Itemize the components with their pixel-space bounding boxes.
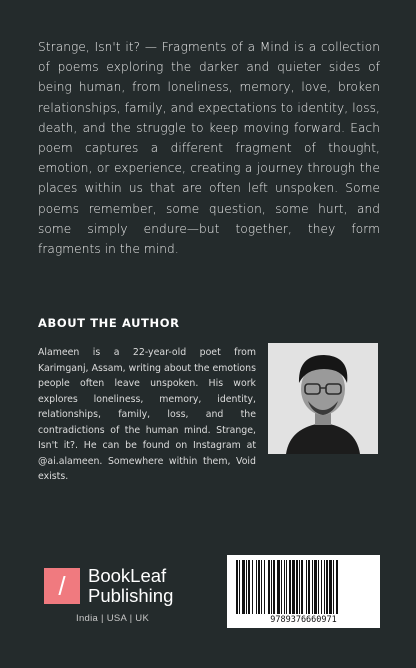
publisher-regions: India | USA | UK (76, 613, 150, 624)
publisher-name (88, 566, 173, 606)
barcode-bar (312, 560, 313, 614)
barcode-bar (239, 560, 240, 614)
author-portrait-icon (268, 343, 378, 454)
barcode-bar (242, 560, 245, 614)
barcode-bar (289, 560, 291, 614)
barcode-bar (329, 560, 332, 614)
barcode-bar (236, 560, 238, 614)
bookleaf-slash-icon: / (44, 568, 80, 604)
barcode-bar (252, 560, 253, 614)
barcode-bar (248, 560, 250, 614)
author-photo (268, 343, 378, 454)
barcode-bar (268, 560, 270, 614)
barcode-bar (273, 560, 275, 614)
barcode-bar (284, 560, 285, 614)
publisher-name-line1: BookLeaf (88, 565, 167, 586)
barcode-bar (301, 560, 303, 614)
isbn-number: 9789376660971 (270, 615, 337, 625)
barcode-bar (321, 560, 322, 614)
author-bio: Alameen is a 22-year-old poet from Karimganj, Assam, writing about the emotions people often leave unspoken. His work explores loneliness, memory, identity, relationships, family, loss, and the contradictions of the human mind. Strange, Isn't it?. He can be found on Instagram at @ai.alameen. Somewhere within them, Void exists. (38, 347, 256, 482)
barcode-bar (246, 560, 247, 614)
barcode-bar (296, 560, 298, 614)
barcode-bar (292, 560, 295, 614)
isbn-barcode (227, 555, 380, 628)
about-author-heading: ABOUT THE AUTHOR (38, 316, 180, 330)
barcode-bar (333, 560, 334, 614)
barcode-bar (306, 560, 307, 614)
barcode-bars-icon (236, 560, 371, 614)
barcode-bar (281, 560, 282, 614)
barcode-bar (271, 560, 272, 614)
barcode-bar (326, 560, 328, 614)
barcode-bar (324, 560, 325, 614)
barcode-bar (261, 560, 262, 614)
barcode-bar (336, 560, 338, 614)
barcode-bar (308, 560, 310, 614)
publisher-logo (44, 566, 179, 626)
book-blurb: Strange, Isn't it? — Fragments of a Mind is a collection of poems exploring the darker and quieter sides of being human, from loneliness, memory, love, broken relationships, family, and expectations to identity, loss, death, and the struggle to keep moving forward. Each poem captures a different fragment of thought, emotion, or experience, creating a journey through the places within us that are often left unspoken. Some poems remember, some question, some hurt, and some simply endure—but together, they form fragments in the mind. (38, 40, 380, 257)
barcode-bar (299, 560, 300, 614)
barcode-bar (314, 560, 317, 614)
barcode-bar (286, 560, 287, 614)
barcode-bar (256, 560, 257, 614)
barcode-bar (277, 560, 280, 614)
barcode-bar (258, 560, 260, 614)
barcode-bar (318, 560, 319, 614)
barcode-bar (264, 560, 265, 614)
publisher-name-line2: Publishing (88, 585, 174, 606)
